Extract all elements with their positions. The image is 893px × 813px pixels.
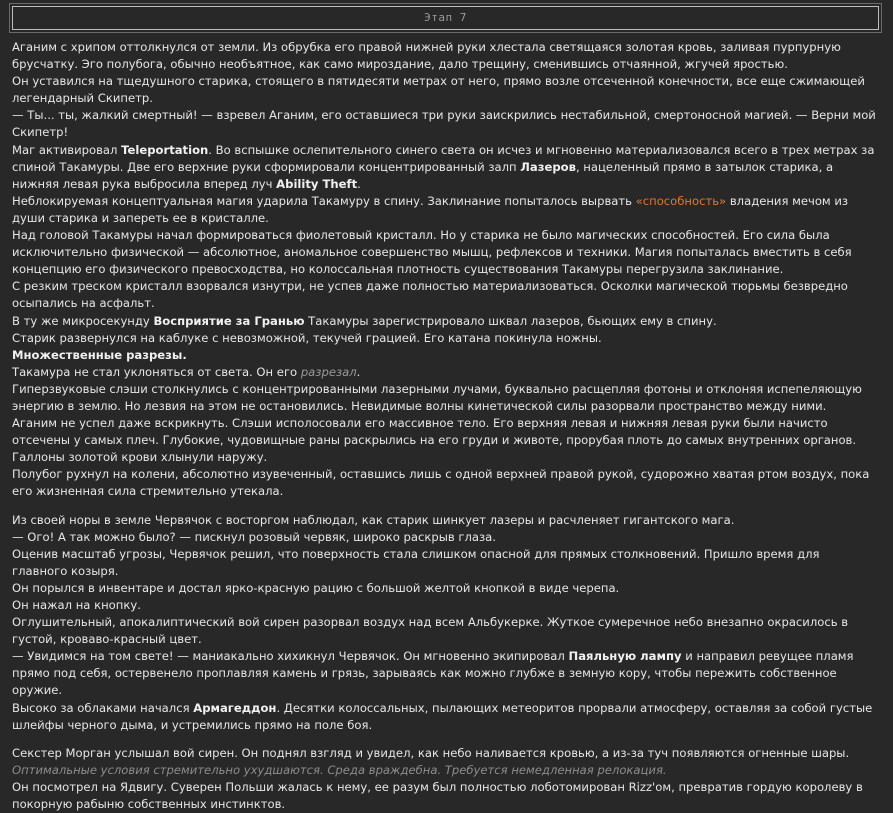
text-span: Высоко за облаками начался <box>12 700 194 715</box>
paragraph <box>12 347 878 364</box>
paragraph: Полубог рухнул на колени, абсолютно изувеченный, оставшись лишь с одной верхней правой рукой, судорожно хватая ртом воздух, пока его жизненная сила стремительно утекала. <box>12 467 870 499</box>
spell-name: Teleportation <box>121 142 209 157</box>
paragraph: Он уставился на тщедушного старика, стоящего в пятидесяти метрах от него, прямо возле отсеченной конечности, все еще сжимающей легендарный Скипетр. <box>12 74 865 106</box>
text-span: . Десятки колоссальных, пылающих метеоритов прорвали атмосферу, оставляя за собой густые шлейфы черного дыма, и устремились прямо на поле боя. <box>12 700 873 732</box>
paragraph: Над головой Такамуры начал формироваться фиолетовый кристалл. Но у старика не было магических способностей. Его сила была исключительно физической — абсолютное, аномальное совершенство мышц, рефлексов и техники. Магия попыталась вместить в себя концепцию его физического превосходства, но колоссальная плотность существования Такамуры перегрузила заклинание. <box>12 228 852 277</box>
spell-name: Армагеддон <box>193 700 277 715</box>
text-span: владения мечом из души старика и запереть ее в кристалле. <box>12 193 849 225</box>
stage-header <box>12 6 879 30</box>
paragraph: Аганим не успел даже вскрикнуть. Слэши исполосовали его массивное тело. Его верхняя левая и нижняя левая руки были начисто отсечены у самых плеч. Глубокие, чудовищные раны раскрылись на его груди и животе, прорубая плоть до самых внутренних органов. Галлоны золотой крови хлынули наружу. <box>12 416 857 465</box>
paragraph: Гиперзвуковые слэши столкнулись с концентрированными лазерными лучами, буквально расщепляя фотоны и отклоняя испепеляющую энергию в землю. Но лезвия на этом не остановились. Невидимые волны кинетической силы разорвали пространство между ними. <box>12 381 862 413</box>
paragraph <box>12 648 878 699</box>
paragraph: Аганим с хрипом оттолкнулся от земли. Из обрубка его правой нижней руки хлестала светящаяся золотая кровь, заливая пурпурную брусчатку. Эго полубога, обычно необъятное, как само мироздание, дало трещину, сменившись отчаянной, жгучей яростью. <box>12 40 841 72</box>
paragraph: — Ты... ты, жалкий смертный! — взревел Аганим, его оставшиеся три руки заискрились нестабильной, смертоносной магией. — Верни мой Скипетр! <box>12 108 876 140</box>
skill-name: Множественные разрезы <box>12 347 183 362</box>
text-span: Такамура не стал уклоняться от света. Он его <box>12 364 301 379</box>
text-span: , нацеленный прямо в затылок старика, а нижняя левая рука выбросила вперед луч <box>12 159 834 191</box>
paragraph-gap <box>12 501 878 512</box>
paragraph: Он порылся в инвентаре и достал ярко-красную рацию с большой желтой кнопкой в виде черепа. <box>12 580 620 595</box>
paragraph: Секстер Морган услышал вой сирен. Он поднял взгляд и увидел, как небо наливается кровью, а из-за туч появляются огненные шары. <box>12 745 850 760</box>
paragraph: Старик развернулся на каблуке с невозможной, текучей грацией. Его катана покинула ножны. <box>12 330 602 345</box>
text-span: . <box>356 364 361 379</box>
paragraph: Оценив масштаб угрозы, Червячок решил, что поверхность стала слишком опасной для прямых столкновений. Пришло время для главного козыря. <box>12 546 820 578</box>
text-span: и направил ревущее пламя прямо под себя, остервенело проплавляя камень и грязь, зарываясь как можно глубже в земную кору, чтобы пережить собственное оружие. <box>12 649 854 698</box>
item-name: Паяльную лампу <box>568 649 682 664</box>
text-span: . Во вспышке ослепительного синего света он исчез и мгновенно материализовался всего в трех метрах за спиной Такамуры. Две его верхние руки сформировали концентрированный залп <box>12 142 875 174</box>
paragraph: Из своей норы в земле Червячок с восторгом наблюдал, как старик шинкует лазеры и расчленяет гигантского мага. <box>12 512 735 527</box>
paragraph <box>12 313 878 330</box>
spell-name: Лазеров <box>520 159 576 174</box>
highlighted-term: «способность» <box>635 193 727 208</box>
paragraph <box>12 700 878 734</box>
text-span: Такамуры зарегистрировало шквал лазеров, бьющих ему в спину. <box>304 313 717 328</box>
paragraph: Он посмотрел на Ядвигу. Суверен Польши жалась к нему, ее разум был полностью лоботомирован Rizz'ом, превратив гордую королеву в покорную рабыню собственных инстинктов. <box>12 779 863 812</box>
paragraph: Оглушительный, апокалиптический вой сирен разорвал воздух над всем Альбукерке. Жуткое сумеречное небо внезапно окрасилось в густой, кроваво-красный цвет. <box>12 615 849 647</box>
text-span: Маг активировал <box>12 142 122 157</box>
paragraph <box>12 193 878 227</box>
text-span: . <box>182 347 187 362</box>
paragraph: — Ого! А так можно было? — пискнул розовый червяк, широко раскрыв глаза. <box>12 529 496 544</box>
skill-name: Восприятие за Гранью <box>153 313 305 328</box>
paragraph: Он нажал на кнопку. <box>12 598 141 612</box>
paragraph <box>12 364 878 381</box>
text-span: — Увидимся на том свете! — маниакально хихикнул Червячок. Он мгновенно экипировал <box>12 649 569 664</box>
text-span: В ту же микросекунду <box>12 313 154 328</box>
spell-name: Ability Theft <box>276 176 358 191</box>
story-text <box>12 39 878 813</box>
paragraph: С резким треском кристалл взорвался изнутри, не успев даже полностью материализоваться. Осколки магической тюрьмы безвредно осыпались на асфальт. <box>12 279 848 311</box>
text-span: . <box>357 176 361 191</box>
stage-title: Этап 7 <box>424 11 467 25</box>
text-span: Неблокируемая концептуальная магия ударила Такамуру в спину. Заклинание попыталось вырвать <box>12 193 636 208</box>
paragraph-gap <box>12 734 878 745</box>
paragraph <box>12 142 878 193</box>
thought-line: Оптимальные условия стремительно ухудшаются. Среда враждебна. Требуется немедленная релокация. <box>12 762 667 777</box>
emphasis: разрезал <box>300 364 357 379</box>
